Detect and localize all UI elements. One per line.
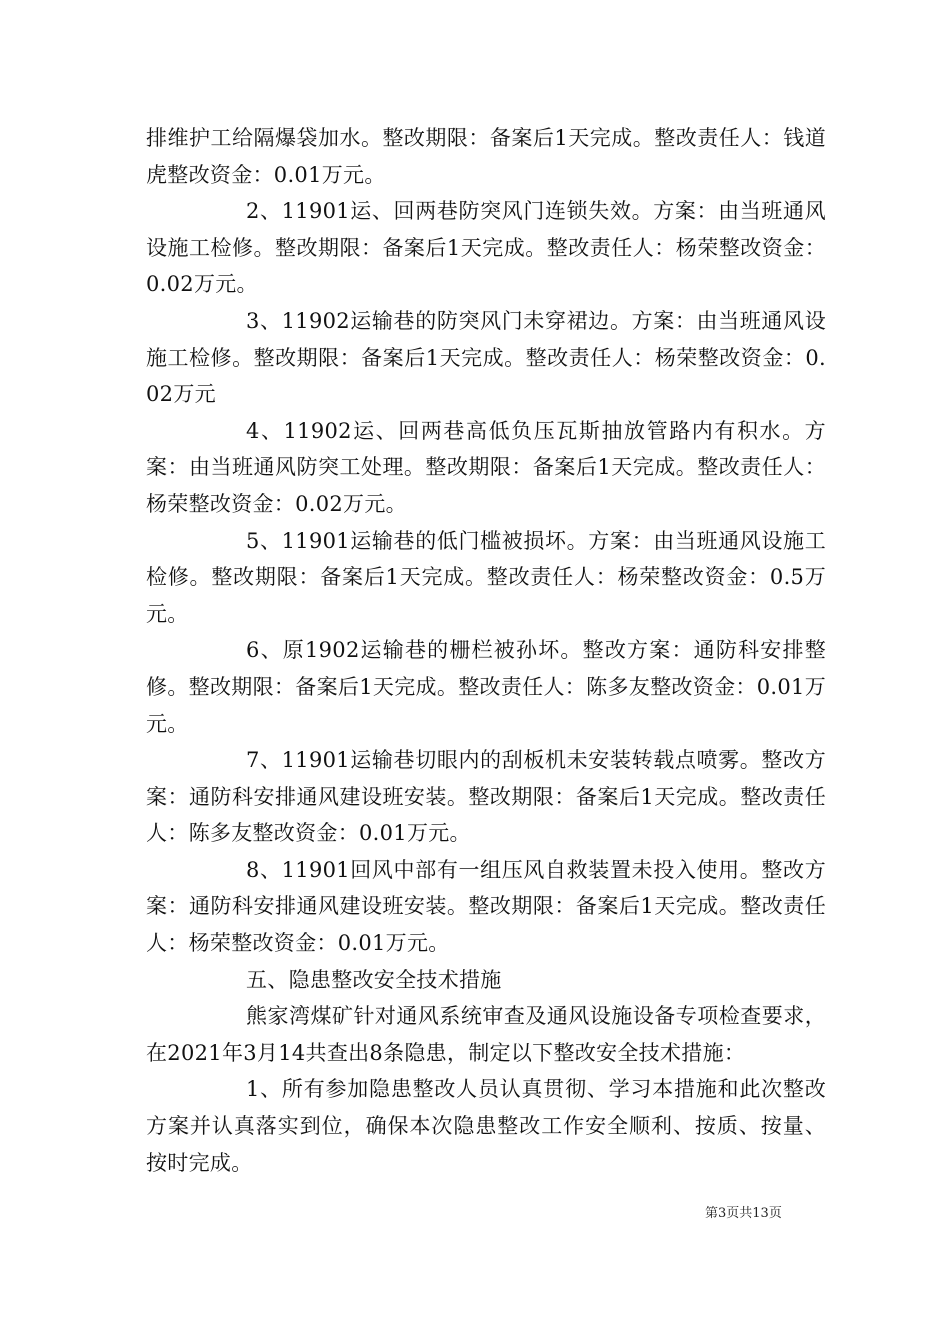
page-number-footer: 第3页共13页 [705,1206,782,1221]
paragraph-6: 6、原1902运输巷的栅栏被孙坏。整改方案：通防科安排整修。整改期限：备案后1天完成。整改责任人：陈多友整改资金：0.01万元。 [146,638,826,736]
paragraph-3: 3、11902运输巷的防突风门未穿裙边。方案：由当班通风设施工检修。整改期限：备案后1天完成。整改责任人：杨荣整改资金：0.02万元 [146,308,826,407]
paragraph-7: 7、11901运输巷切眼内的刮板机未安装转载点喷雾。整改方案：通防科安排通风建设班安装。整改期限：备案后1天完成。整改责任人：陈多友整改资金：0.01万元。 [146,748,826,846]
paragraph-intro: 熊家湾煤矿针对通风系统审查及通风设施设备专项检查要求，在2021年3月14共查出8条隐患，制定以下整改安全技术措施： [146,1004,826,1065]
paragraph-5: 5、11901运输巷的低门槛被损坏。方案：由当班通风设施工检修。整改期限：备案后1天完成。整改责任人：杨荣整改资金：0.5万元。 [146,528,826,626]
paragraph-measure-1: 1、所有参加隐患整改人员认真贯彻、学习本措施和此次整改方案并认真落实到位，确保本次隐患整改工作安全顺利、按质、按量、按时完成。 [146,1077,826,1175]
paragraph-1: 排维护工给隔爆袋加水。整改期限：备案后1天完成。整改责任人：钱道虎整改资金：0.01万元。 [146,126,826,187]
paragraph-4: 4、11902运、回两巷高低负压瓦斯抽放管路内有积水。方案：由当班通风防突工处理。整改期限：备案后1天完成。整改责任人：杨荣整改资金：0.02万元。 [146,418,826,516]
document-body [146,120,826,1181]
paragraph-8: 8、11901回风中部有一组压风自救装置未投入使用。整改方案：通防科安排通风建设班安装。整改期限：备案后1天完成。整改责任人：杨荣整改资金：0.01万元。 [146,857,826,956]
section-heading: 五、隐患整改安全技术措施 [246,967,502,992]
paragraph-2: 2、11901运、回两巷防突风门连锁失效。方案：由当班通风设施工检修。整改期限：备案后1天完成。整改责任人：杨荣整改资金：0.02万元。 [146,199,826,297]
